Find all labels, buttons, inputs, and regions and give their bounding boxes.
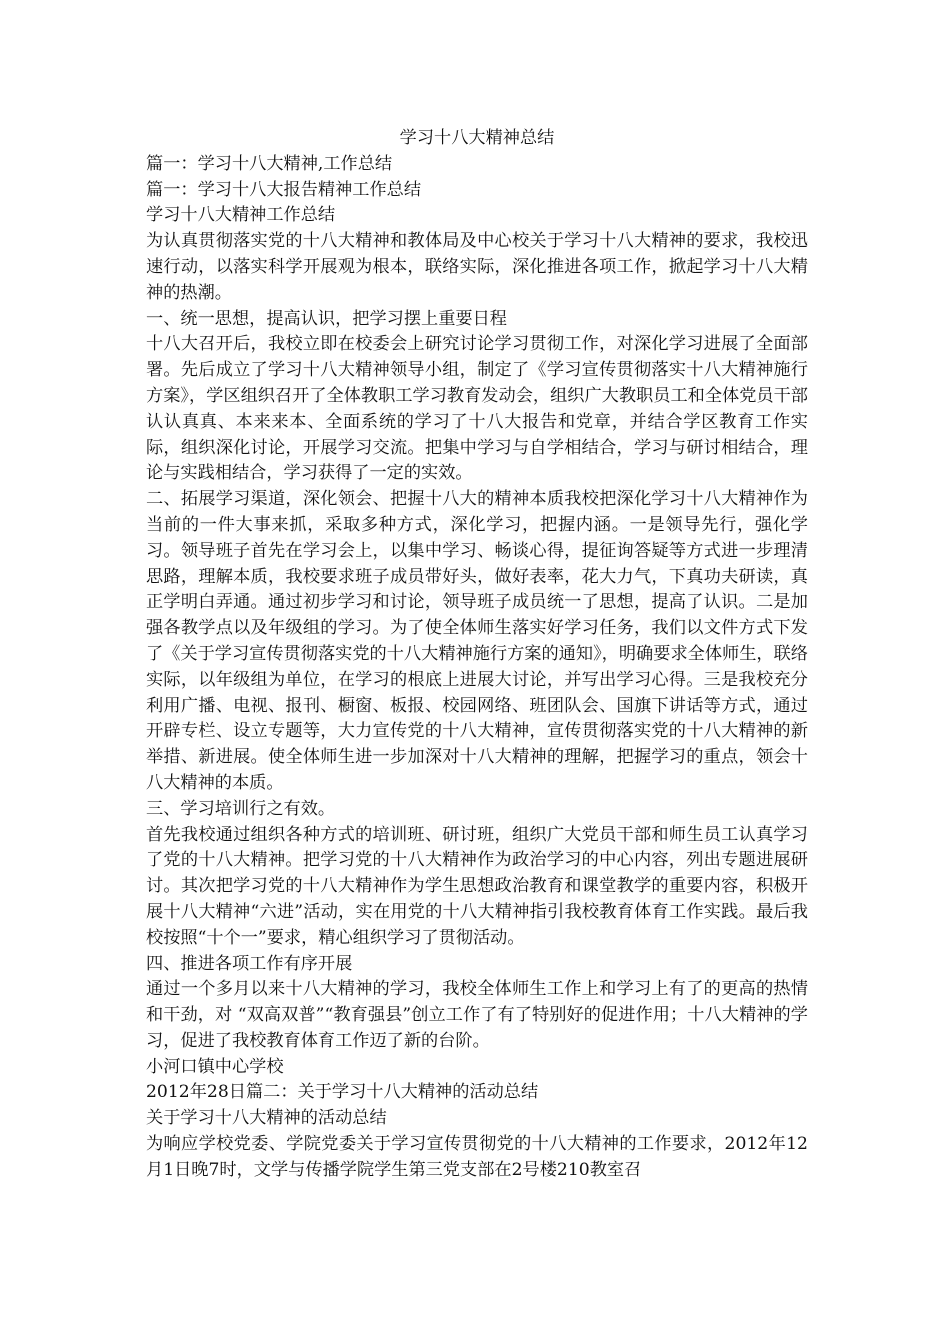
section-1-heading: 一、统一思想，提高认识，把学习摆上重要日程 [146, 308, 507, 329]
intro-paragraph: 为认真贯彻落实党的十八大精神和教体局及中心校关于学习十八大精神的要求，我校迅速行动，以落实科学开展观为根本，联络实际，深化推进各项工作，掀起学习十八大精神的热潮。 [146, 231, 808, 303]
signature: 小河口镇中心学校 [146, 1056, 284, 1077]
section-3-heading: 三、学习培训行之有效。 [146, 798, 336, 819]
section-3-body: 首先我校通过组织各种方式的培训班、研讨班，组织广大党员干部和师生员工认真学习了党的十八大精神。把学习党的十八大精神作为政治学习的中心内容，列出专题进展研讨。其次把学习党的十八大精神作为学生思想政治教育和课堂教学的重要内容，积极开展十八大精神“六进”活动，实在用党的十八大精神指引我校教育体育工作实践。最后我校按照“十个一”要求，精心组织学习了贯彻活动。 [146, 824, 808, 948]
part-2-body: 为响应学校党委、学院党委关于学习宣传贯彻党的十八大精神的工作要求，2012年12月1日晚7时，文学与传播学院学生第三党支部在2号楼210教室召 [146, 1134, 808, 1180]
date-line: 2012年28日篇二：关于学习十八大精神的活动总结 [146, 1082, 539, 1103]
section-2-body: 二、拓展学习渠道，深化领会、把握十八大的精神本质我校把深化学习十八大精神作为当前的一件大事来抓，采取多种方式，深化学习，把握内涵。一是领导先行，强化学习。领导班子首先在学习会上，以集中学习、畅谈心得，提征询答疑等方式进一步理清思路，理解本质，我校要求班子成员带好头，做好表率，花大力气，下真功夫研读，真正学明白弄通。通过初步学习和讨论，领导班子成员统一了思想，提高了认识。二是加强各教学点以及年级组的学习。为了使全体师生落实好学习任务，我们以文件方式下发了《关于学习宣传贯彻落实党的十八大精神施行方案的通知》，明确要求全体师生，联络实际，以年级组为单位，在学习的根底上进展大讨论，并写出学习心得。三是我校充分利用广播、电视、报刊、橱窗、板报、校园网络、班团队会、国旗下讲话等方式，通过开辟专栏、设立专题等，大力宣传党的十八大精神，宣传贯彻落实党的十八大精神的新举措、新进展。使全体师生进一步加深对十八大精神的理解，把握学习的重点，领会十八大精神的本质。 [146, 489, 808, 793]
heading-line-1: 篇一：学习十八大精神,工作总结 [146, 153, 393, 174]
part-2-title: 关于学习十八大精神的活动总结 [146, 1108, 387, 1129]
heading-line-2: 篇一：学习十八大报告精神工作总结 [146, 179, 422, 200]
heading-line-3: 学习十八大精神工作总结 [146, 205, 336, 226]
document-title: 学习十八大精神总结 [399, 128, 555, 148]
section-1-body: 十八大召开后，我校立即在校委会上研究讨论学习贯彻工作，对深化学习进展了全面部署。先后成立了学习十八大精神领导小组，制定了《学习宣传贯彻落实十八大精神施行方案》，学区组织召开了全体教职工学习教育发动会，组织广大教职员工和全体党员干部认认真真、本来来本、全面系统的学习了十八大报告和党章，并结合学区教育工作实际，组织深化讨论，开展学习交流。把集中学习与自学相结合，学习与研讨相结合，理论与实践相结合，学习获得了一定的实效。 [146, 334, 808, 484]
section-4-heading: 四、推进各项工作有序开展 [146, 953, 353, 974]
section-4-body: 通过一个多月以来十八大精神的学习，我校全体师生工作上和学习上有了的更高的热情和干劲，对 “双高双普”“教育强县”创立工作了有了特别好的促进作用；十八大精神的学习，促进了我校教育体育工作迈了新的台阶。 [146, 979, 808, 1051]
document-body [146, 126, 808, 1184]
